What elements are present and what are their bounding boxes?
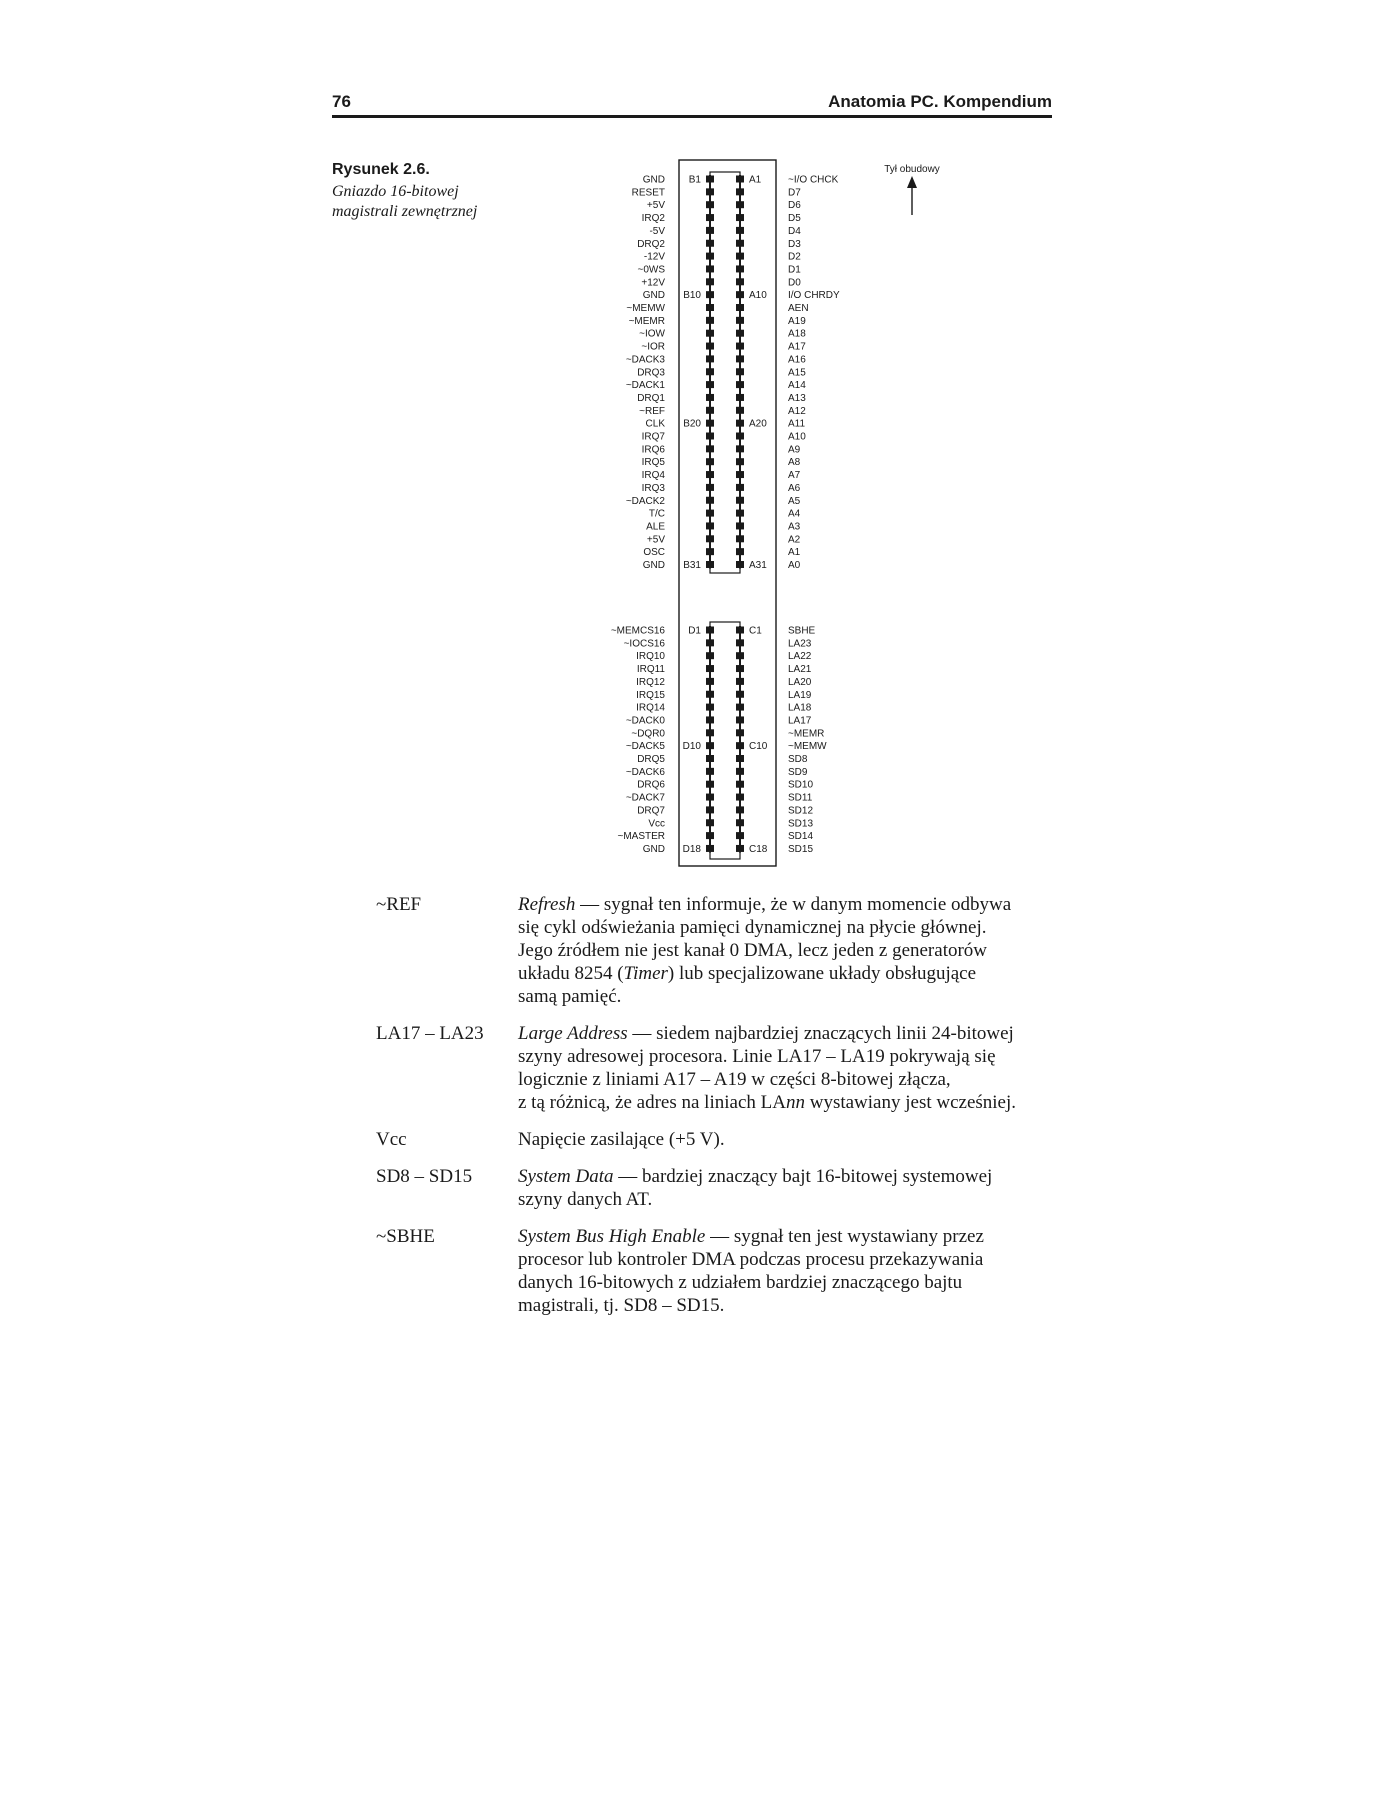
signal-label-right: LA23 <box>788 638 812 650</box>
signal-label-right: A10 <box>788 431 806 443</box>
pin <box>736 355 744 362</box>
pin <box>736 755 744 762</box>
signal-label-right: D7 <box>788 187 801 199</box>
pin <box>706 535 714 542</box>
pin <box>706 253 714 260</box>
pin-number-label: A31 <box>749 560 767 571</box>
signal-label-right: A1 <box>788 547 801 559</box>
pin <box>706 510 714 517</box>
pin <box>706 433 714 440</box>
pin <box>706 497 714 504</box>
signal-label-right: A7 <box>788 470 801 482</box>
definition-emphasis: Large Address <box>518 1023 628 1044</box>
definition-fragment: szyny danych AT. <box>518 1189 653 1210</box>
pin <box>706 691 714 698</box>
definition-fragment: się cykl odświeżania pamięci dynamicznej na płycie głównej. <box>518 917 987 938</box>
pin <box>736 652 744 659</box>
signal-label-right: A9 <box>788 444 801 456</box>
pin <box>706 355 714 362</box>
pin <box>706 381 714 388</box>
signal-label-right: ~MEMR <box>788 728 825 740</box>
signal-label-left: ~IOR <box>641 341 665 353</box>
signal-label-left: ~DACK3 <box>625 354 665 366</box>
definition-fragment: samą pamięć. <box>518 986 622 1007</box>
signal-label-left: IRQ11 <box>636 664 665 676</box>
page-number: 76 <box>332 92 351 111</box>
signal-label-left: ~MEMCS16 <box>610 625 665 637</box>
pin <box>706 394 714 401</box>
pin <box>706 420 714 427</box>
signal-label-left: GND <box>642 174 665 186</box>
pin <box>736 265 744 272</box>
definition-term: Vcc <box>376 1129 407 1150</box>
pin <box>736 176 744 183</box>
pin-number-label: A1 <box>749 174 762 186</box>
pin-number-label: C1 <box>749 625 762 637</box>
pin-number-label: B20 <box>683 418 701 430</box>
signal-label-left: -12V <box>643 251 665 263</box>
pin-number-label: B31 <box>683 560 701 571</box>
pin <box>706 819 714 826</box>
pin <box>736 548 744 555</box>
definition-line <box>518 985 1058 1008</box>
definition-text <box>518 1022 1058 1114</box>
signal-label-left: IRQ10 <box>636 651 665 663</box>
pin <box>736 819 744 826</box>
pin <box>736 627 744 634</box>
figure-label: Rysunek 2.6. <box>332 161 430 178</box>
pin <box>706 768 714 775</box>
pin <box>736 729 744 736</box>
pin <box>736 253 744 260</box>
signal-label-left: DRQ7 <box>637 805 665 817</box>
definition-term: LA17 – LA23 <box>376 1023 484 1044</box>
card-outline <box>679 160 776 866</box>
pin-number-label: D18 <box>682 843 701 855</box>
pin <box>736 484 744 491</box>
pin <box>706 304 714 311</box>
definition-line <box>518 1248 1058 1271</box>
signal-label-right: A14 <box>788 380 806 392</box>
signal-label-left: IRQ15 <box>636 689 665 701</box>
signal-label-left: T/C <box>648 508 665 520</box>
signal-label-left: GND <box>642 843 665 855</box>
pin <box>706 317 714 324</box>
signal-label-left: ~DACK7 <box>625 792 665 804</box>
pin <box>736 794 744 801</box>
pin <box>706 330 714 337</box>
definition-row <box>376 1165 1056 1211</box>
signal-label-right: A4 <box>788 508 801 520</box>
pin <box>736 368 744 375</box>
definition-fragment: — bardziej znaczący bajt 16-bitowej systemowej <box>613 1166 993 1187</box>
signal-label-right: A19 <box>788 315 806 327</box>
pin <box>736 704 744 711</box>
signal-label-left: +5V <box>646 534 665 546</box>
connector-diagram-svg <box>0 0 1400 880</box>
signal-label-left: ~DACK1 <box>625 380 665 392</box>
pin <box>736 214 744 221</box>
definition-text <box>518 893 1058 1008</box>
pin <box>706 627 714 634</box>
pin-number-label: D10 <box>682 741 701 753</box>
signal-label-right: SD11 <box>788 792 813 804</box>
pin <box>736 304 744 311</box>
pin <box>706 214 714 221</box>
definition-emphasis: System Data <box>518 1166 614 1187</box>
pin <box>706 832 714 839</box>
signal-label-left: ~DACK0 <box>625 715 665 727</box>
back-of-case-label: Tył obudowy <box>884 164 940 175</box>
pin <box>706 471 714 478</box>
pin <box>706 806 714 813</box>
definition-line <box>518 1225 1058 1248</box>
signal-label-left: OSC <box>643 547 665 559</box>
pin <box>736 407 744 414</box>
definition-emphasis: nn <box>785 1092 805 1113</box>
signal-label-left: ~DACK5 <box>625 741 665 753</box>
pin <box>706 278 714 285</box>
definition-line <box>518 893 1058 916</box>
pin <box>736 535 744 542</box>
pin-number-label: A20 <box>749 418 767 430</box>
signal-label-right: SD10 <box>788 779 814 791</box>
pin <box>736 497 744 504</box>
signal-label-right: A16 <box>788 354 806 366</box>
signal-label-right: A11 <box>788 418 806 430</box>
definition-emphasis: Timer <box>623 963 668 984</box>
definition-line <box>518 1165 1058 1188</box>
connector-diagram <box>0 0 1400 880</box>
definitions-list <box>376 893 1056 1331</box>
pin-number-label: D1 <box>688 625 701 637</box>
pin <box>706 561 714 568</box>
signal-label-left: ALE <box>646 521 665 533</box>
pin <box>736 240 744 247</box>
pin <box>706 548 714 555</box>
signal-label-right: ~MEMW <box>788 741 827 753</box>
definition-line <box>518 916 1058 939</box>
pin <box>736 716 744 723</box>
signal-label-left: ~DACK2 <box>625 495 665 507</box>
pin <box>736 832 744 839</box>
pin <box>706 484 714 491</box>
pin <box>736 458 744 465</box>
signal-label-right: D5 <box>788 213 801 225</box>
definition-text <box>518 1225 1058 1317</box>
pin <box>736 665 744 672</box>
signal-label-right: D1 <box>788 264 801 276</box>
pin <box>706 716 714 723</box>
pin <box>736 394 744 401</box>
signal-label-left: IRQ7 <box>641 431 665 443</box>
pin <box>736 188 744 195</box>
signal-label-right: A3 <box>788 521 801 533</box>
signal-label-left: GND <box>642 560 665 571</box>
signal-label-left: ~MEMW <box>626 303 665 314</box>
definition-fragment: szyny adresowej procesora. Linie LA17 – LA19 pokrywają się <box>518 1046 996 1067</box>
signal-label-right: I/O CHRDY <box>788 290 840 302</box>
pin <box>736 471 744 478</box>
signal-label-left: RESET <box>631 187 665 199</box>
definition-fragment: wystawiany jest wcześniej. <box>804 1092 1017 1113</box>
pin-number-label: C10 <box>749 741 768 753</box>
signal-label-left: ~0WS <box>637 264 665 276</box>
signal-label-left: ~REF <box>639 405 665 417</box>
definition-fragment: układu 8254 ( <box>518 963 624 984</box>
definition-line <box>518 1294 1058 1317</box>
definition-fragment: ) lub specjalizowane układy obsługujące <box>667 963 977 984</box>
pin <box>736 806 744 813</box>
signal-label-left: DRQ2 <box>637 238 665 250</box>
pin <box>736 381 744 388</box>
definition-text <box>518 1165 1058 1211</box>
pin <box>706 755 714 762</box>
signal-label-right: LA19 <box>788 689 812 701</box>
signal-label-left: ~MASTER <box>617 831 665 843</box>
signal-label-left: DRQ3 <box>637 367 665 379</box>
signal-label-left: GND <box>642 290 665 302</box>
pin <box>706 704 714 711</box>
signal-label-right: D4 <box>788 225 801 237</box>
definition-term: ~REF <box>376 894 422 915</box>
pin <box>736 561 744 568</box>
figure-description-line: magistrali zewnętrznej <box>332 203 478 220</box>
signal-label-right: AEN <box>788 303 809 314</box>
definition-term: ~SBHE <box>376 1226 435 1247</box>
signal-label-right: LA18 <box>788 702 812 714</box>
definition-line <box>518 1188 1058 1211</box>
signal-label-left: DRQ6 <box>637 779 665 791</box>
pin <box>736 420 744 427</box>
signal-label-right: SBHE <box>788 625 816 637</box>
pin <box>736 522 744 529</box>
signal-label-right: D0 <box>788 277 801 289</box>
pin <box>706 240 714 247</box>
signal-label-right: SD12 <box>788 805 814 817</box>
signal-label-right: A6 <box>788 482 801 494</box>
pin <box>706 445 714 452</box>
signal-label-right: A15 <box>788 367 806 379</box>
pin <box>736 343 744 350</box>
signal-label-right: LA17 <box>788 715 812 727</box>
signal-label-right: SD9 <box>788 766 808 778</box>
pin <box>706 639 714 646</box>
definition-line <box>518 1091 1058 1114</box>
pin <box>706 368 714 375</box>
signal-label-right: D2 <box>788 251 801 263</box>
signal-label-right: SD8 <box>788 754 808 765</box>
definition-fragment: magistrali, tj. SD8 – SD15. <box>518 1295 725 1316</box>
signal-label-right: A17 <box>788 341 806 353</box>
signal-label-right: A13 <box>788 392 806 404</box>
pin <box>706 845 714 852</box>
signal-label-right: D6 <box>788 200 801 212</box>
signal-label-left: IRQ4 <box>641 470 665 482</box>
pin <box>706 522 714 529</box>
pin <box>736 201 744 208</box>
signal-label-right: LA22 <box>788 651 812 663</box>
signal-label-right: LA21 <box>788 664 812 676</box>
pin <box>706 407 714 414</box>
signal-label-left: IRQ5 <box>641 457 665 469</box>
signal-label-right: A2 <box>788 534 801 546</box>
figure-description-line: Gniazdo 16-bitowej <box>332 183 459 200</box>
definition-fragment: Jego źródłem nie jest kanał 0 DMA, lecz jeden z generatorów <box>518 940 988 961</box>
definition-line <box>518 1045 1058 1068</box>
pin-number-label: B10 <box>683 290 701 302</box>
pin <box>706 678 714 685</box>
signal-label-left: IRQ3 <box>641 482 665 494</box>
signal-label-right: SD14 <box>788 831 814 843</box>
definition-row <box>376 893 1056 1008</box>
definition-line <box>518 1271 1058 1294</box>
signal-label-right: A8 <box>788 457 801 469</box>
pin <box>706 343 714 350</box>
running-title: Anatomia PC. Kompendium <box>828 92 1052 111</box>
signal-label-right: A5 <box>788 495 801 507</box>
pin <box>706 742 714 749</box>
signal-label-left: ~MEMR <box>628 315 665 327</box>
pin <box>736 278 744 285</box>
definition-fragment: logicznie z liniami A17 – A19 w części 8-bitowej złącza, <box>518 1069 951 1090</box>
pin <box>736 227 744 234</box>
pin <box>706 729 714 736</box>
definition-fragment: — siedem najbardziej znaczących linii 24-bitowej <box>627 1023 1014 1044</box>
signal-label-left: +5V <box>646 200 665 212</box>
connector-slot <box>710 172 740 573</box>
signal-label-left: DRQ1 <box>637 392 665 404</box>
definition-fragment: — sygnał ten jest wystawiany przez <box>705 1226 984 1247</box>
definition-row <box>376 1225 1056 1317</box>
signal-label-right: SD13 <box>788 818 814 830</box>
pin <box>736 433 744 440</box>
definition-line <box>518 1068 1058 1091</box>
pin <box>706 794 714 801</box>
definition-fragment: z tą różnicą, że adres na liniach LA <box>518 1092 786 1113</box>
definition-line <box>518 1128 1058 1151</box>
signal-label-left: IRQ6 <box>641 444 665 456</box>
signal-label-left: IRQ12 <box>636 676 665 688</box>
definition-fragment: procesor lub kontroler DMA podczas procesu przekazywania <box>518 1249 984 1270</box>
pin <box>706 291 714 298</box>
definition-line <box>518 962 1058 985</box>
pin <box>706 227 714 234</box>
pin <box>736 291 744 298</box>
signal-label-right: ~I/O CHCK <box>788 174 839 186</box>
pin <box>736 742 744 749</box>
definition-fragment: Napięcie zasilające (+5 V). <box>518 1129 725 1150</box>
connector-slot <box>710 622 740 859</box>
pin <box>706 265 714 272</box>
pin <box>736 781 744 788</box>
signal-label-left: ~IOCS16 <box>623 638 665 650</box>
definition-row <box>376 1128 1056 1151</box>
pin <box>706 665 714 672</box>
definition-fragment: — sygnał ten informuje, że w danym momencie odbywa <box>575 894 1012 915</box>
signal-label-right: A0 <box>788 560 801 571</box>
signal-label-left: ~IOW <box>639 328 665 340</box>
signal-label-left: IRQ14 <box>636 702 665 714</box>
pin <box>706 781 714 788</box>
pin <box>706 652 714 659</box>
signal-label-left: +12V <box>641 277 665 289</box>
definition-emphasis: Refresh <box>518 894 576 915</box>
pin <box>736 639 744 646</box>
pin <box>736 845 744 852</box>
pin <box>736 445 744 452</box>
signal-label-left: -5V <box>649 225 665 237</box>
pin-number-label: C18 <box>749 843 768 855</box>
signal-label-right: LA20 <box>788 676 812 688</box>
signal-label-left: ~DACK6 <box>625 766 665 778</box>
signal-label-right: SD15 <box>788 843 814 855</box>
pin <box>706 188 714 195</box>
signal-label-right: A12 <box>788 405 806 417</box>
signal-label-right: D3 <box>788 238 801 250</box>
pin <box>736 510 744 517</box>
signal-label-left: IRQ2 <box>641 213 665 225</box>
pin <box>736 330 744 337</box>
pin <box>706 458 714 465</box>
pin <box>706 176 714 183</box>
signal-label-right: A18 <box>788 328 806 340</box>
signal-label-left: CLK <box>645 418 665 430</box>
arrow-up-icon <box>907 176 917 188</box>
pin <box>706 201 714 208</box>
definition-fragment: danych 16-bitowych z udziałem bardziej znaczącego bajtu <box>518 1272 963 1293</box>
definition-text <box>518 1128 1058 1151</box>
definition-line <box>518 1022 1058 1045</box>
definition-term: SD8 – SD15 <box>376 1166 473 1187</box>
definition-emphasis: System Bus High Enable <box>518 1226 706 1247</box>
pin <box>736 768 744 775</box>
pin <box>736 691 744 698</box>
pin-number-label: A10 <box>749 290 767 302</box>
pin <box>736 317 744 324</box>
signal-label-left: DRQ5 <box>637 754 665 765</box>
signal-label-left: ~DQR0 <box>631 728 665 740</box>
signal-label-left: Vcc <box>648 818 665 830</box>
definition-row <box>376 1022 1056 1114</box>
pin-number-label: B1 <box>688 174 701 186</box>
pin <box>736 678 744 685</box>
definition-line <box>518 939 1058 962</box>
